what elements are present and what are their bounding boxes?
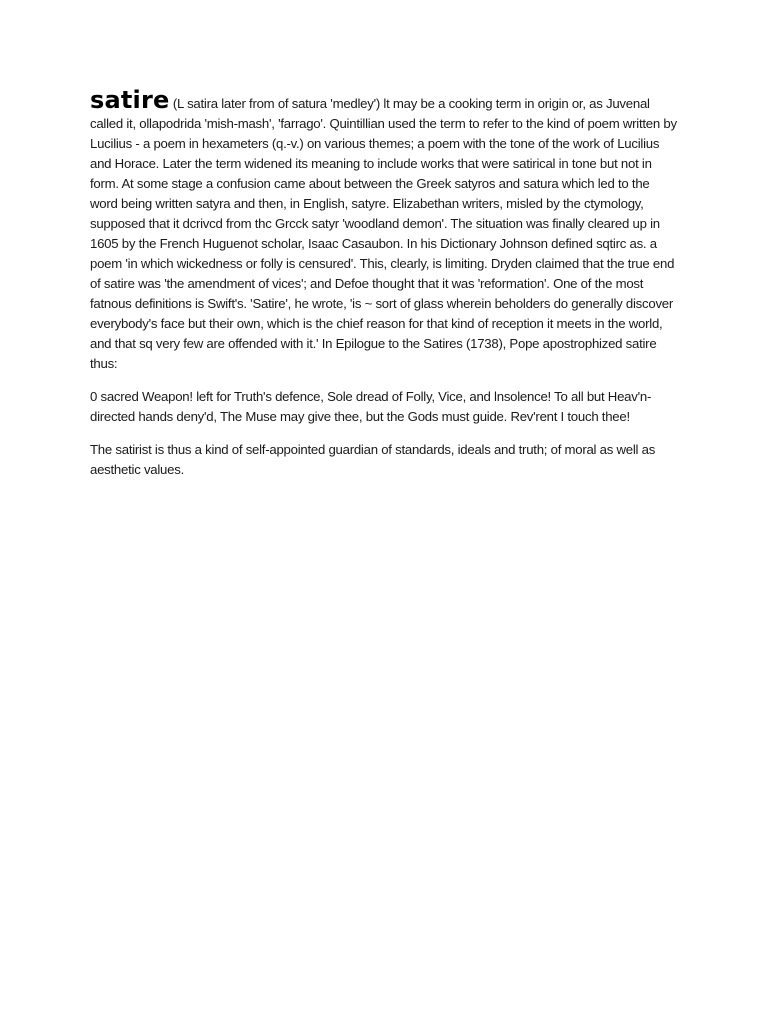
- quoted-verse-paragraph: 0 sacred Weapon! left for Truth's defence, Sole dread of Folly, Vice, and lnsolence! To all but Heav'n-directed hands deny'd, The Muse may give thee, but the Gods must guide. Rev'rent I touch thee!: [90, 389, 652, 424]
- entry-paragraph: [90, 86, 678, 374]
- entry-headword: satire: [90, 86, 170, 114]
- closing-paragraph: The satirist is thus a kind of self-appointed guardian of standards, ideals and truth; of moral as well as aesthetic values.: [90, 442, 656, 477]
- entry-body-text: (L satira later from of satura 'medley') lt may be a cooking term in origin or, as Juvenal called it, ollapodrida 'mish-mash', 'farrago'. Quintillian used the term to refer to the kind of poem written by Lucilius - a poem in hexameters (q.-v.) on various themes; a poem with the tone of the work of Lucilius and Horace. Later the term widened its meaning to include works that were satirical in tone but not in form. At some stage a confusion came about between the Greek satyros and satura which led to the word being written satyra and then, in English, satyre. Elizabethan writers, misled by the ctymology, supposed that it dcrivcd from thc Grcck satyr 'woodland demon'. The situation was finally cleared up in 1605 by the French Huguenot scholar, Isaac Casaubon. In his Dictionary Johnson defined sqtirc as. a poem 'in which wickedness or folly is censured'. This, clearly, is limiting. Dryden claimed that the true end of satire was 'the amendment of vices'; and Defoe thought that it was 'reformation'. One of the most fatnous definitions is Swift's. 'Satire', he wrote, 'is ~ sort of glass wherein beholders do generally discover everybody's face but their own, which is the chief reason for that kind of reception it meets in the world, and that sq very few are offended with it.' In Epilogue to the Satires (1738), Pope apostrophized satire thus:: [90, 96, 677, 371]
- document-page: [90, 86, 678, 493]
